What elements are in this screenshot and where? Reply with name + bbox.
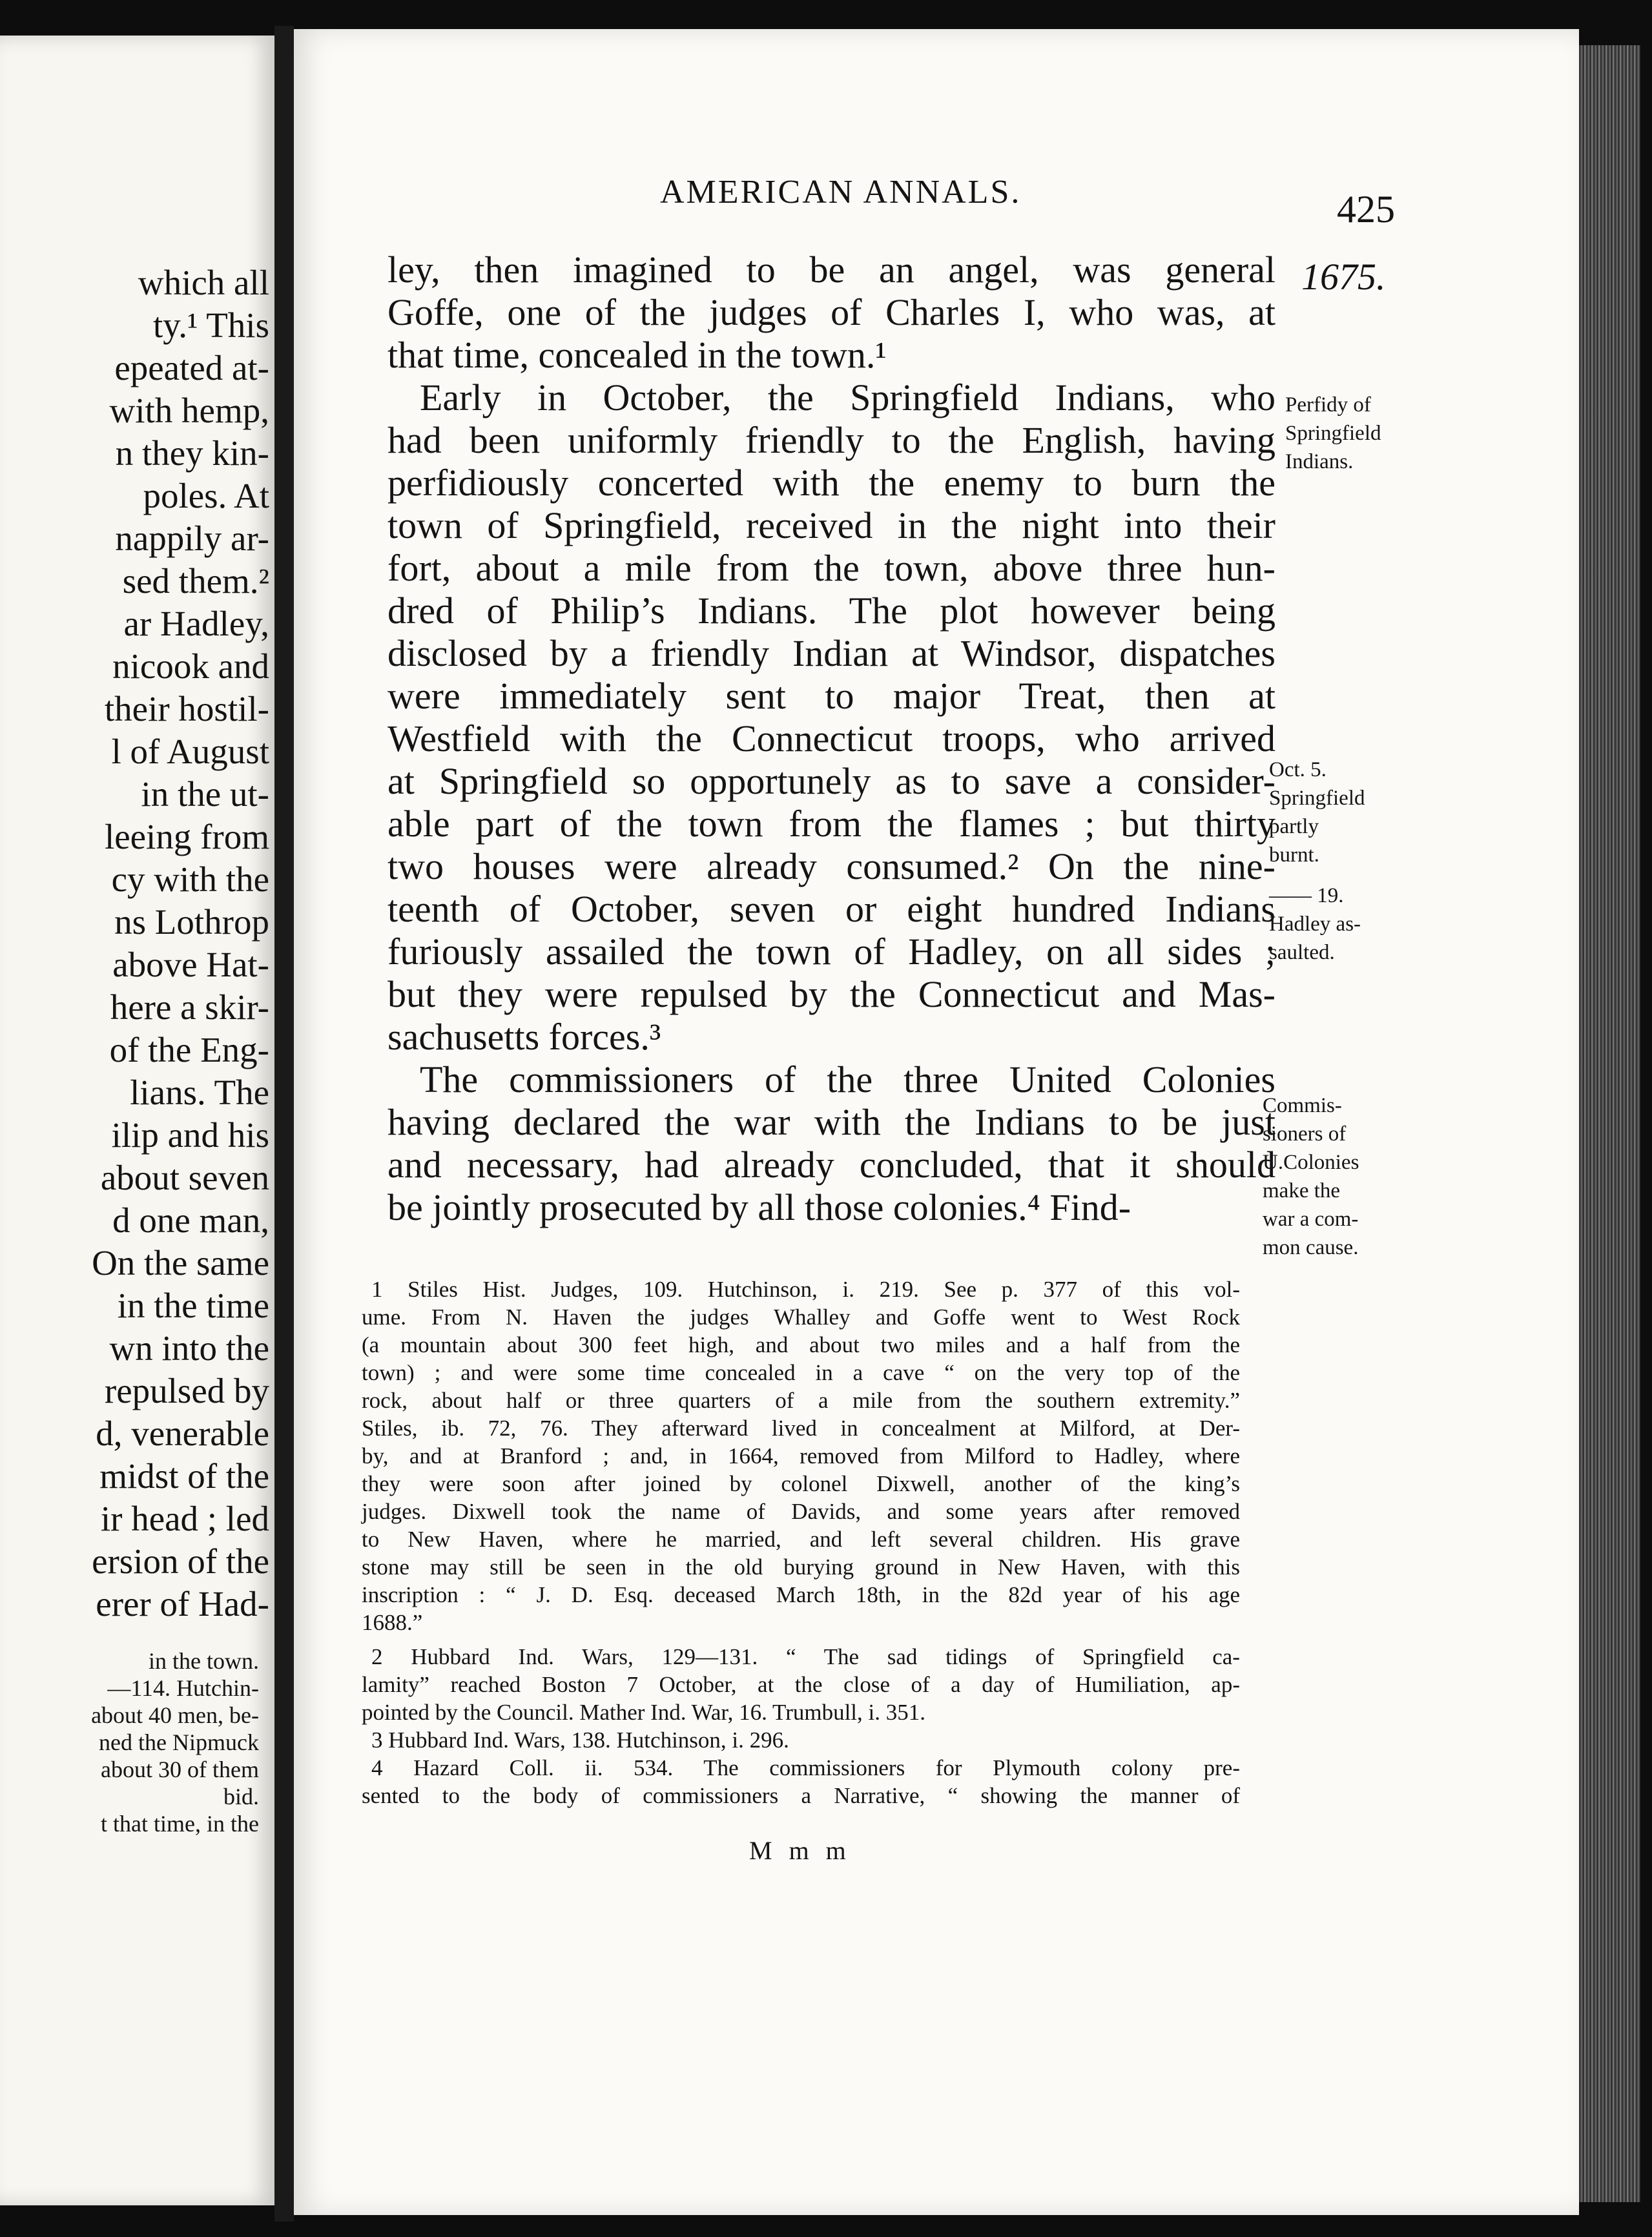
body-line: and necessary, had already concluded, that it should [387, 1144, 1275, 1186]
left-page-line: their hostil- [104, 689, 269, 728]
body-line: able part of the town from the flames ; but thirty [387, 803, 1275, 845]
footnote-line: sented to the body of commissioners a Narrative, “ showing the manner of [362, 1783, 1240, 1808]
body-line: sachusetts forces.³ [387, 1016, 661, 1058]
body-line: be jointly prosecuted by all those colonies.⁴ Find- [387, 1186, 1131, 1228]
left-page-line: about seven [100, 1158, 269, 1197]
body-line: were immediately sent to major Treat, then at [387, 675, 1275, 717]
margin-note-line: —— 19. [1269, 884, 1344, 907]
margin-note-line: mon cause. [1263, 1236, 1359, 1259]
left-page-footnote-line: about 40 men, be- [91, 1702, 259, 1728]
footnote-line: rock, about half or three quarters of a mile from the southern extremity.” [362, 1388, 1240, 1413]
footnote-line: town) ; and were some time concealed in a cave “ on the very top of the [362, 1360, 1240, 1385]
left-page-footnote-line: in the town. [149, 1648, 259, 1674]
left-page-line: ar Hadley, [123, 604, 269, 643]
page-number: 425 [1337, 188, 1395, 231]
margin-note-commissioners [1263, 1091, 1359, 1262]
left-page-line: ns Lothrop [114, 902, 269, 942]
body-line: dred of Philip’s Indians. The plot however being [387, 590, 1275, 632]
margin-note-line: sioners of [1263, 1122, 1347, 1146]
left-page-line: d, venerable [96, 1414, 269, 1453]
left-page-line: cy with the [111, 860, 269, 899]
body-line: at Springfield so opportunely as to save a consider- [387, 760, 1275, 802]
footnote-line: stone may still be seen in the old burying ground in New Haven, with this [362, 1554, 1240, 1580]
left-page-footnote-line: —114. Hutchin- [107, 1675, 259, 1701]
body-line: teenth of October, seven or eight hundred Indians [387, 888, 1275, 930]
left-page-line: in the ut- [141, 774, 269, 814]
footnote-line: inscription : “ J. D. Esq. deceased March 18th, in the 82d year of his age [362, 1582, 1240, 1607]
footnote-line: (a mountain about 300 feet high, and about two miles and a half from the [362, 1332, 1240, 1357]
body-line: Early in October, the Springfield Indians, who [420, 376, 1275, 418]
footnote-line: Stiles, ib. 72, 76. They afterward lived in concealment at Milford, at Der- [362, 1416, 1240, 1441]
left-page-line: which all [138, 263, 269, 302]
body-line: two houses were already consumed.² On the nine- [387, 845, 1275, 887]
signature-mark: M m m [749, 1836, 851, 1865]
footnote-line: judges. Dixwell took the name of Davids, and some years after removed [362, 1499, 1240, 1524]
body-line: ley, then imagined to be an angel, was general [387, 249, 1275, 291]
body-line: had been uniformly friendly to the English, having [387, 419, 1275, 461]
left-page-line: leeing from [104, 817, 269, 856]
margin-note-oct19 [1269, 881, 1361, 967]
left-page-line: n they kin- [115, 433, 269, 473]
left-page-line: ilip and his [111, 1115, 269, 1155]
body-line: The commissioners of the three United Colonies [420, 1058, 1275, 1100]
left-page-line: above Hat- [112, 945, 269, 984]
margin-note-line: Indians. [1285, 450, 1354, 473]
left-page-line: wn into the [109, 1328, 269, 1368]
left-page-line: ersion of the [92, 1541, 269, 1581]
margin-note-oct5 [1269, 756, 1365, 869]
footnote-line: lamity” reached Boston 7 October, at the close of a day of Humiliation, ap- [362, 1672, 1240, 1697]
body-line: perfidiously concerted with the enemy to burn the [387, 462, 1275, 504]
left-page-line: with hemp, [109, 391, 269, 430]
margin-note-line: Springfield [1269, 787, 1365, 810]
left-page-line: repulsed by [104, 1371, 269, 1410]
year-margin: 1675. [1301, 256, 1386, 298]
left-page-footnote-line: t that time, in the [101, 1811, 259, 1837]
body-line: having declared the war with the Indians to be just [387, 1101, 1275, 1143]
margin-note-line: Springfield [1285, 422, 1381, 445]
left-page-line: epeated at- [114, 348, 269, 387]
margin-note-line: saulted. [1269, 941, 1335, 964]
left-page-line: poles. At [143, 476, 269, 515]
body-line: town of Springfield, received in the night into their [387, 504, 1275, 546]
footnote-line: by, and at Branford ; and, in 1664, removed from Milford to Hadley, where [362, 1443, 1240, 1469]
margin-note-line: Commis- [1263, 1094, 1342, 1117]
margin-note-line: U.Colonies [1263, 1151, 1359, 1174]
left-page-footnote-line: ned the Nipmuck [99, 1729, 259, 1755]
footnote-line: pointed by the Council. Mather Ind. War, 16. Trumbull, i. 351. [362, 1700, 926, 1725]
footnote-line: 4 Hazard Coll. ii. 534. The commissioners for Plymouth colony pre- [371, 1755, 1240, 1780]
book-gutter [274, 26, 294, 2222]
body-line: fort, about a mile from the town, above three hun- [387, 547, 1275, 589]
margin-note-line: Perfidy of [1285, 393, 1371, 417]
running-header: AMERICAN ANNALS. [660, 174, 1022, 211]
footnote-line: they were soon after joined by colonel Dixwell, another of the king’s [362, 1471, 1240, 1496]
left-page-line: nicook and [112, 646, 269, 686]
body-line: disclosed by a friendly Indian at Windsor, dispatches [387, 632, 1275, 674]
footnote-line: to New Haven, where he married, and left several children. His grave [362, 1527, 1240, 1552]
left-page-line: midst of the [99, 1456, 269, 1496]
body-line: that time, concealed in the town.¹ [387, 334, 887, 376]
margin-note-line: Oct. 5. [1269, 758, 1327, 781]
left-page-footnote-line: bid. [223, 1784, 259, 1809]
footnote-line: 1 Stiles Hist. Judges, 109. Hutchinson, i. 219. See p. 377 of this vol- [371, 1277, 1240, 1302]
left-page-line: nappily ar- [115, 519, 269, 558]
footnote-line: 1688.” [362, 1610, 423, 1635]
body-line: Goffe, one of the judges of Charles I, who was, at [387, 291, 1275, 333]
left-page-footnote-line: about 30 of them [101, 1757, 259, 1782]
body-line: furiously assailed the town of Hadley, on all sides ; [387, 931, 1275, 973]
left-page-line: On the same [92, 1243, 269, 1283]
margin-note-line: war a com- [1263, 1208, 1359, 1231]
margin-note-line: partly [1269, 815, 1319, 838]
left-page-line: in the time [117, 1286, 269, 1325]
left-page-line: d one man, [112, 1201, 269, 1240]
margin-note-line: burnt. [1269, 843, 1319, 867]
left-page-line: erer of Had- [96, 1584, 269, 1624]
left-page-line: sed them.² [122, 561, 269, 601]
left-page-line: ty.¹ This [153, 305, 269, 345]
footnote-line: ume. From N. Haven the judges Whalley and Goffe went to West Rock [362, 1304, 1240, 1330]
left-page-line: ir head ; led [100, 1499, 269, 1538]
left-page [0, 36, 274, 2205]
left-page-line: lians. The [130, 1073, 269, 1112]
body-line: Westfield with the Connecticut troops, who arrived [387, 717, 1275, 759]
left-page-line: here a skir- [110, 987, 269, 1027]
body-line: but they were repulsed by the Connecticut and Mas- [387, 973, 1275, 1015]
footnote-line: 2 Hubbard Ind. Wars, 129—131. “ The sad tidings of Springfield ca- [371, 1644, 1240, 1669]
margin-note-line: Hadley as- [1269, 912, 1361, 936]
margin-note-perfidy [1285, 391, 1381, 476]
margin-note-line: make the [1263, 1179, 1341, 1202]
left-page-line: l of August [111, 732, 269, 771]
left-page-line: of the Eng- [109, 1030, 269, 1069]
footnote-line: 3 Hubbard Ind. Wars, 138. Hutchinson, i. 296. [371, 1727, 789, 1753]
